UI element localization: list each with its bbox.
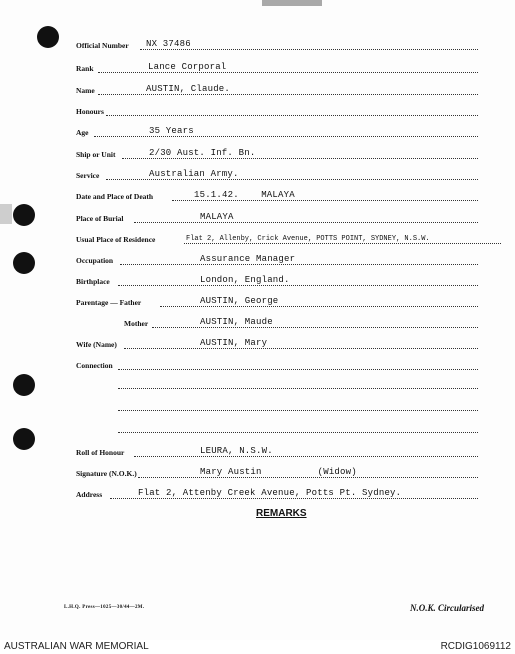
field-place-of-burial: Place of Burial MALAYA: [76, 209, 478, 225]
field-service: Service Australian Army.: [76, 166, 478, 182]
field-roll-of-honour: Roll of Honour LEURA, N.S.W.: [76, 443, 478, 459]
field-connection: Connection: [76, 356, 478, 372]
death-value: 15.1.42. MALAYA: [194, 190, 295, 200]
field-usual-residence: Usual Place of Residence Flat 2, Allenby, Crick Avenue, POTTS POINT, SYDNEY, N.S.W.: [76, 230, 501, 246]
address-value: Flat 2, Attenby Creek Avenue, Potts Pt. Sydney.: [138, 488, 402, 498]
field-age: Age 35 Years: [76, 123, 478, 139]
wife-value: AUSTIN, Mary: [200, 338, 268, 348]
field-occupation: Occupation Assurance Manager: [76, 251, 478, 267]
nok-circularised-stamp: N.O.K. Circularised: [410, 603, 485, 613]
top-stamp-mark: [262, 0, 322, 6]
punch-hole: [13, 428, 35, 450]
mother-value: AUSTIN, Maude: [200, 317, 273, 327]
connection-blank-line: [118, 431, 478, 433]
residence-value: Flat 2, Allenby, Crick Avenue, POTTS POINT, SYDNEY, N.S.W.: [186, 235, 430, 243]
punch-hole: [13, 204, 35, 226]
remarks-heading: REMARKS: [256, 508, 307, 519]
field-date-place-of-death: Date and Place of Death 15.1.42. MALAYA: [76, 187, 478, 203]
field-birthplace: Birthplace London, England.: [76, 272, 478, 288]
field-mother: Mother AUSTIN, Maude: [76, 314, 478, 330]
field-wife: Wife (Name) AUSTIN, Mary: [76, 335, 478, 351]
burial-value: MALAYA: [200, 212, 234, 222]
field-signature-nok: Signature (N.O.K.) Mary Austin (Widow): [76, 464, 478, 480]
margin-smudge: [0, 204, 12, 224]
field-name: Name AUSTIN, Claude.: [76, 81, 478, 97]
footer-institution: AUSTRALIAN WAR MEMORIAL: [4, 641, 149, 652]
field-father: Parentage — Father AUSTIN, George: [76, 293, 478, 309]
age-value: 35 Years: [149, 126, 194, 136]
footer-record-id: RCDIG1069112: [440, 641, 511, 652]
field-address: Address Flat 2, Attenby Creek Avenue, Potts Pt. Sydney.: [76, 485, 478, 501]
birthplace-value: London, England.: [200, 275, 290, 285]
connection-blank-line: [118, 409, 478, 411]
rank-value: Lance Corporal: [148, 62, 227, 72]
field-ship-or-unit: Ship or Unit 2/30 Aust. Inf. Bn.: [76, 145, 478, 161]
printer-imprint: L.H.Q. Press—1025—30/44—2M.: [64, 605, 145, 610]
service-value: Australian Army.: [149, 169, 239, 179]
punch-hole: [13, 252, 35, 274]
occupation-value: Assurance Manager: [200, 254, 296, 264]
connection-blank-line: [118, 387, 478, 389]
field-honours: Honours: [76, 102, 478, 118]
archive-footer: [0, 640, 515, 654]
punch-hole: [13, 374, 35, 396]
unit-value: 2/30 Aust. Inf. Bn.: [149, 148, 256, 158]
official-number-value: NX 37486: [146, 39, 191, 49]
signature-value: Mary Austin (Widow): [200, 467, 357, 477]
field-official-number: Official Number NX 37486: [76, 36, 478, 52]
punch-hole: [37, 26, 59, 48]
roll-of-honour-value: LEURA, N.S.W.: [200, 446, 273, 456]
father-value: AUSTIN, George: [200, 296, 279, 306]
name-value: AUSTIN, Claude.: [146, 84, 231, 94]
field-rank: Rank Lance Corporal: [76, 59, 478, 75]
